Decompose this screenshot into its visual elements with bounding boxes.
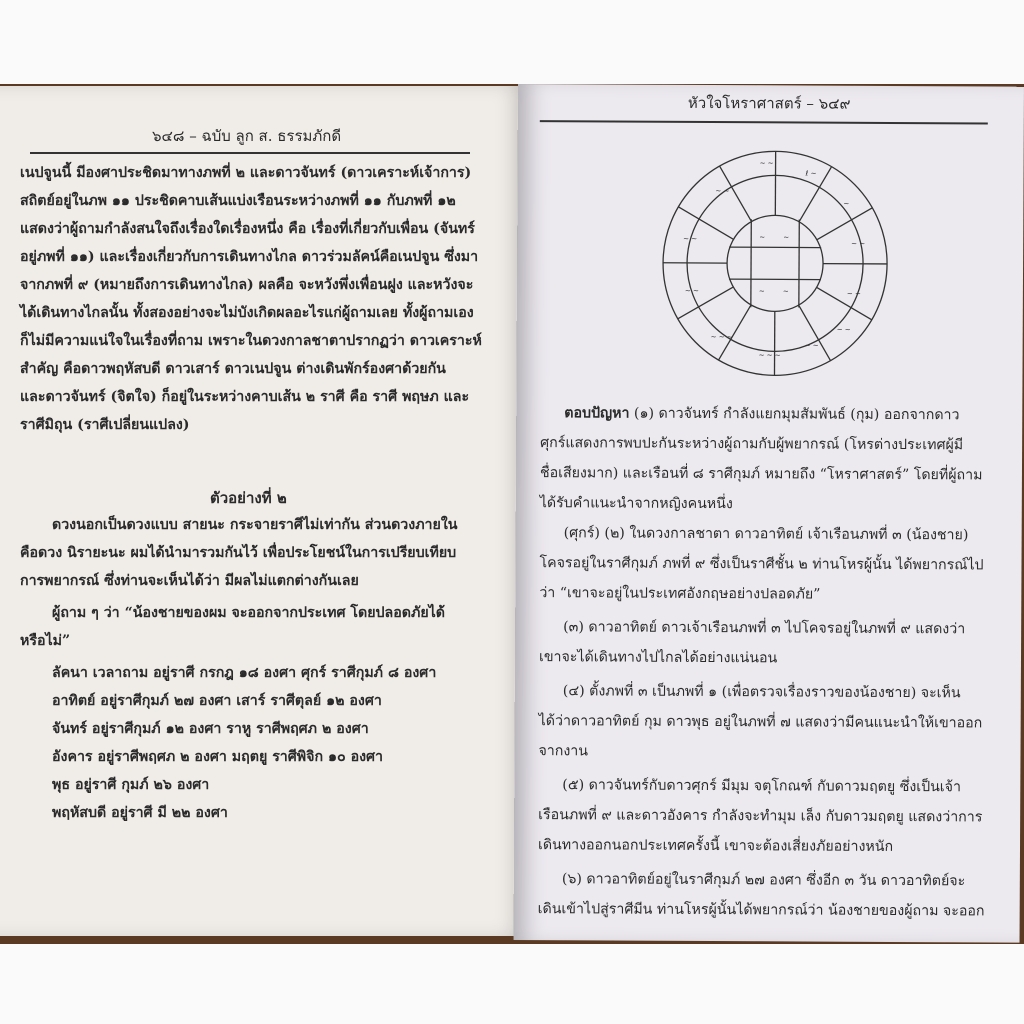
svg-text:~: ~: [759, 233, 766, 242]
answer-line-first: [564, 406, 959, 422]
svg-text:~ ~ ~: ~ ~ ~: [758, 351, 781, 360]
svg-text:~ ~: ~ ~: [846, 289, 861, 298]
example-line: ดวงนอกเป็นดวงแบบ สายนะ กระจายราศีไม่เท่ากัน ส่วนดวงภายใน: [52, 517, 458, 533]
svg-text:~ ~: ~ ~: [683, 234, 698, 243]
answer-line: ได้รับคำแนะนำจากหญิงคนหนึ่ง: [539, 495, 733, 513]
example-line: ผู้ถาม ๆ ว่า “น้องชายของผม จะออกจากประเทศ โดยปลอดภัยได้: [52, 605, 445, 621]
svg-text:~ ~: ~ ~: [851, 239, 866, 248]
right-page-header: หัวใจโหราศาสตร์ – ๖๔๙: [687, 93, 851, 113]
example-line: จันทร์ อยู่ราศีกุมภ์ ๑๒ องศา ราหู ราศีพฤศภ ๒ องศา: [52, 721, 369, 737]
example-line: พฤหัสบดี อยู่ราศี มี ๒๒ องศา: [52, 805, 228, 821]
answer-line: (ศุกร์) (๒) ในดวงกาลชาตา ดาวอาทิตย์ เจ้าเรือนภพที่ ๓ (น้องชาย): [563, 525, 969, 544]
svg-text:~ ~: ~ ~: [759, 159, 774, 168]
svg-text:ℓ ~: ℓ ~: [805, 169, 817, 178]
svg-text:~: ~: [758, 287, 765, 296]
example-line: การพยากรณ์ ซึ่งท่านจะเห็นได้ว่า มีผลไม่แตกต่างกันเลย: [20, 573, 359, 589]
example-line: อาทิตย์ อยู่ราศีกุมภ์ ๒๗ องศา เสาร์ ราศีตุลย์ ๑๒ องศา: [52, 693, 382, 709]
svg-text:~ ~: ~ ~: [804, 341, 819, 350]
left-line: จากภพที่ ๙ (หมายถึงการเดินทางไกล) ผลคือ จะหวังพึ่งเพื่อนฝูง และหวังจะ: [20, 277, 474, 293]
answer-line: โคจรอยู่ในราศีกุมภ์ ภพที่ ๙ ซึ่งเป็นราศีชั้น ๒ ท่านโหรผู้นั้น ได้พยากรณ์ไป: [539, 555, 984, 574]
left-line: และดาวจันทร์ (จิตใจ) ก็อยู่ในระหว่างคาบเส้น ๒ ราศี คือ ราศี พฤษภ และ: [20, 389, 470, 405]
answer-line: (๔) ตั้งภพที่ ๓ เป็นภพที่ ๑ (เพื่อตรวจเรื่องราวของน้องชาย) จะเห็น: [562, 683, 961, 702]
answer-label: ตอบปัญหา: [564, 405, 630, 422]
svg-text:~ ~: ~ ~: [836, 325, 851, 334]
answer-line: เขาจะได้เดินทางไปไกลได้อย่างแน่นอน: [538, 649, 778, 667]
left-page-header: ๖๔๘ – ฉบับ ลูก ส. ธรรมภักดี: [152, 127, 342, 145]
answer-line: เดินทางออกนอกประเทศครั้งนี้ เขาจะต้องเสี่ยงภัยอย่างหนัก: [537, 837, 894, 855]
svg-text:~ ~: ~ ~: [715, 187, 730, 196]
example-line: ลัคนา เวลาถาม อยู่ราศี กรกฎ ๑๘ องศา ศุกร์ ราศีกุมภ์ ๘ องศา: [52, 665, 437, 681]
left-line: เนปจูนนี้ มีองศาประชิดมาทางภพที่ ๒ และดาวจันทร์ (ดาวเคราะห์เจ้าการ): [20, 165, 472, 181]
answer-line: ศุกร์แสดงการพบปะกันระหว่างผู้ถามกับผู้พยากรณ์ (โหรต่างประเทศผู้มี: [540, 435, 964, 454]
left-page: [0, 86, 528, 936]
answer-line: (๑) ดาวจันทร์ กำลังแยกมุมสัมพันธ์ (กุม) ออกจากดาว: [629, 405, 960, 424]
answer-line: (๕) ดาวจันทร์กับดาวศุกร์ มีมุม จตุโกณฑ์ กับดาวมฤตยู ซึ่งเป็นเจ้า: [562, 777, 962, 796]
left-line: แสดงว่าผู้ถามกำลังสนใจถึงเรื่องใดเรื่องหนึ่ง คือ เรื่องที่เกี่ยวกับเพื่อน (จันทร์: [20, 221, 475, 237]
svg-text:~: ~: [843, 199, 850, 208]
example-line: หรือไม่”: [20, 633, 71, 649]
svg-text:~ ~: ~ ~: [684, 286, 699, 295]
left-line: ได้เดินทางไกลนั้น ทั้งสองอย่างจะไม่บังเกิดผลอะไรแก่ผู้ถามเลย ทั้งผู้ถามเอง: [20, 305, 474, 321]
left-line: สำคัญ คือดาวพฤหัสบดี ดาวเสาร์ ดาวเนปจูน ต่างเดินพักร์องศาด้วยกัน: [20, 361, 446, 377]
left-line: สถิตย์อยู่ในภพ ๑๑ ประชิดคาบเส้นแบ่งเรือนระหว่างภพที่ ๑๑ กับภพที่ ๑๒: [20, 193, 456, 209]
svg-text:~: ~: [783, 233, 790, 242]
example-line: พุธ อยู่ราศี กุมภ์ ๒๖ องศา: [52, 777, 210, 793]
answer-line: (๓) ดาวอาทิตย์ ดาวเจ้าเรือนภพที่ ๓ ไปโคจรอยู่ในภพที่ ๙ แสดงว่า: [563, 619, 966, 638]
left-line: ราศีมิถุน (ราศีเปลี่ยนแปลง): [20, 417, 190, 433]
example-line: อังคาร อยู่ราศีพฤศภ ๒ องศา มฤตยู ราศีพิจิก ๑๐ องศา: [52, 749, 384, 765]
answer-line: ว่า “เขาจะอยู่ในประเทศอังกฤษอย่างปลอดภัย”: [539, 585, 821, 603]
answer-line: (๖) ดาวอาทิตย์อยู่ในราศีกุมภ์ ๒๗ องศา ซึ่งอีก ๓ วัน ดาวอาทิตย์จะ: [561, 871, 966, 890]
answer-line: ได้ว่าดาวอาทิตย์ กุม ดาวพุธ อยู่ในภพที่ ๗ แสดงว่ามีคนแนะนำให้เขาออก: [538, 713, 983, 732]
example-line: คือดวง นิรายะนะ ผมได้นำมารวมกันไว้ เพื่อประโยชน์ในการเปรียบเทียบ: [20, 545, 457, 561]
example-heading: ตัวอย่างที่ ๒: [210, 489, 287, 507]
left-line: อยู่ภพที่ ๑๑) และเรื่องเกี่ยวกับการเดินทางไกล ดาวร่วมลัคน์คือเนปจูน ซึ่งมา: [20, 249, 479, 265]
answer-line: เดินเข้าไปสู่ราศีมีน ท่านโหรผู้นั้นได้พยากรณ์ว่า น้องชายของผู้ถาม จะออก: [537, 901, 985, 920]
horoscope-wheel-diagram: [654, 143, 895, 384]
right-header-rule: [540, 120, 988, 124]
answer-line: เรือนภพที่ ๙ และดาวอังคาร กำลังจะทำมุม เล็ง กับดาวมฤตยู แสดงว่าการ: [538, 807, 983, 826]
svg-text:~: ~: [782, 287, 789, 296]
answer-line: จากงาน: [538, 743, 589, 760]
right-page: [514, 84, 1024, 943]
left-header-rule: [30, 152, 470, 154]
answer-line: ชื่อเสียงมาก) และเรือนที่ ๘ ราศีกุมภ์ หมายถึง “โหราศาสตร์” โดยที่ผู้ถาม: [539, 465, 983, 484]
left-line: ก็ไม่มีความแน่ใจในเรื่องที่ถาม เพราะในดวงกาลชาตาปรากฏว่า ดาวเคราะห์: [20, 333, 482, 349]
svg-text:~ ~ ~: ~ ~ ~: [710, 333, 733, 342]
